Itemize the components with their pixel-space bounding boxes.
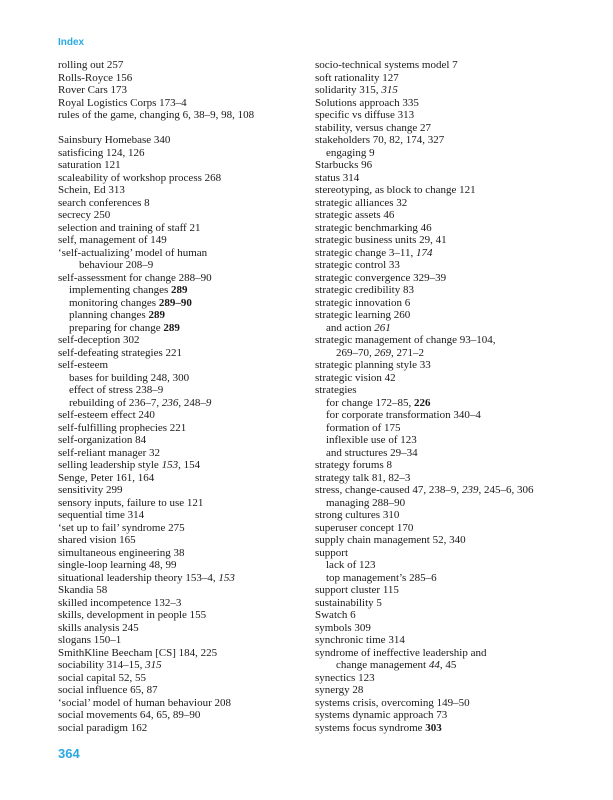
index-entry: satisficing 124, 126 — [58, 146, 145, 159]
index-entry: strategic credibility 83 — [315, 284, 414, 296]
index-entry: strategic change 3–11, 174 — [315, 246, 433, 259]
index-subentry: preparing for change 289 — [69, 321, 180, 334]
index-entry: synectics 123 — [315, 671, 375, 684]
index-entry: social movements 64, 65, 89–90 — [58, 709, 201, 722]
index-entry: socio-technical systems model 7 — [315, 59, 458, 71]
index-entry: systems dynamic approach 73 — [315, 709, 448, 721]
index-entry: selling leadership style 153, 154 — [58, 459, 201, 472]
index-entry-continuation: change management 44, 45 — [336, 659, 457, 671]
index-entry: sociability 314–15, 315 — [58, 659, 162, 672]
index-subentry: lack of 123 — [326, 559, 376, 571]
index-entry: strategic benchmarking 46 — [315, 221, 432, 234]
index-entry: Royal Logistics Corps 173–4 — [58, 96, 187, 109]
index-entry: self-defeating strategies 221 — [58, 346, 183, 359]
index-entry: single-loop learning 48, 99 — [58, 559, 177, 572]
index-entry: soft rationality 127 — [315, 71, 399, 84]
index-entry: Sainsbury Homebase 340 — [58, 134, 171, 147]
index-entry: systems crisis, overcoming 149–50 — [315, 696, 470, 709]
index-entry: shared vision 165 — [58, 534, 136, 547]
index-entry: self-fulfilling prophecies 221 — [58, 421, 187, 434]
index-subentry: inflexible use of 123 — [326, 434, 417, 446]
index-entry: social paradigm 162 — [58, 721, 148, 734]
index-entry: Skandia 58 — [58, 584, 108, 597]
index-entry: social influence 65, 87 — [58, 684, 158, 697]
index-entry: symbols 309 — [315, 621, 371, 634]
index-entry: selection and training of staff 21 — [58, 221, 201, 234]
index-entry-continuation: behaviour 208–9 — [79, 259, 154, 272]
index-entry: social capital 52, 55 — [58, 671, 146, 684]
index-entry: skills analysis 245 — [58, 621, 139, 634]
index-entry: search conferences 8 — [58, 196, 150, 209]
index-column-left — [58, 59, 306, 734]
index-entry: strategic business units 29, 41 — [315, 234, 447, 246]
index-entry: Rover Cars 173 — [58, 84, 128, 96]
index-entry: supply chain management 52, 340 — [315, 534, 466, 546]
index-entry: ‘social’ model of human behaviour 208 — [58, 696, 231, 709]
index-entry: self-reliant manager 32 — [58, 446, 161, 459]
index-entry: self-esteem — [58, 359, 109, 372]
index-subentry: monitoring changes 289–90 — [69, 296, 192, 309]
index-entry: strategic planning style 33 — [315, 359, 431, 371]
index-entry: superuser concept 170 — [315, 521, 414, 534]
index-entry: strategic learning 260 — [315, 309, 411, 321]
index-entry: strategic vision 42 — [315, 371, 396, 384]
index-entry: skills, development in people 155 — [58, 609, 207, 622]
index-entry: sensory inputs, failure to use 121 — [58, 496, 204, 509]
index-entry: strategic management of change 93–104, — [315, 334, 496, 346]
index-entry: ‘self-actualizing’ model of human — [58, 246, 208, 259]
index-entry: self-deception 302 — [58, 334, 140, 347]
index-entry: support — [315, 546, 348, 559]
index-entry: strategic convergence 329–39 — [315, 271, 447, 284]
index-entry: ‘set up to fail’ syndrome 275 — [58, 521, 185, 534]
index-subentry: for change 172–85, 226 — [326, 396, 431, 409]
index-entry: Starbucks 96 — [315, 159, 373, 171]
index-entry: self, management of 149 — [58, 234, 167, 247]
index-subentry: bases for building 248, 300 — [69, 371, 190, 384]
index-entry: systems focus syndrome 303 — [315, 721, 442, 734]
index-entry: rules of the game, changing 6, 38–9, 98, 108 — [58, 109, 255, 121]
index-entry: Senge, Peter 161, 164 — [58, 471, 155, 484]
index-subentry: planning changes 289 — [69, 309, 165, 322]
index-entry: stereotyping, as block to change 121 — [315, 184, 476, 196]
index-entry: situational leadership theory 153–4, 153 — [58, 571, 235, 584]
index-subentry: effect of stress 238–9 — [69, 384, 164, 397]
index-subentry: formation of 175 — [326, 421, 401, 434]
index-subentry: and structures 29–34 — [326, 446, 418, 459]
page-number: 364 — [58, 746, 80, 761]
index-entry: Rolls-Royce 156 — [58, 71, 133, 84]
index-entry: sensitivity 299 — [58, 484, 123, 497]
index-entry: strategic alliances 32 — [315, 196, 408, 209]
index-entry: synchronic time 314 — [315, 634, 405, 646]
index-subentry: implementing changes 289 — [69, 284, 188, 297]
index-subentry: top management’s 285–6 — [326, 571, 437, 584]
index-entry: Swatch 6 — [315, 609, 356, 621]
index-entry: support cluster 115 — [315, 584, 399, 596]
index-entry: specific vs diffuse 313 — [315, 109, 415, 121]
index-entry: sustainability 5 — [315, 596, 382, 609]
index-entry: rolling out 257 — [58, 59, 124, 71]
index-entry: slogans 150–1 — [58, 634, 122, 647]
index-entry: Schein, Ed 313 — [58, 184, 125, 197]
index-entry: strategies — [315, 384, 357, 396]
index-entry: skilled incompetence 132–3 — [58, 596, 182, 609]
index-entry: SmithKline Beecham [CS] 184, 225 — [58, 646, 218, 659]
index-entry: self-esteem effect 240 — [58, 409, 155, 422]
index-entry: strategic innovation 6 — [315, 296, 411, 309]
index-subentry: rebuilding of 236–7, 236, 248–9 — [69, 396, 212, 409]
index-subentry: engaging 9 — [326, 146, 375, 159]
index-entry: simultaneous engineering 38 — [58, 546, 185, 559]
index-entry: strategic assets 46 — [315, 209, 395, 221]
index-entry: strategic control 33 — [315, 259, 400, 271]
index-entry: self-assessment for change 288–90 — [58, 271, 212, 284]
index-column-right — [315, 59, 575, 734]
index-subentry: for corporate transformation 340–4 — [326, 409, 481, 421]
index-entry: solidarity 315, 315 — [315, 84, 398, 96]
index-subentry: managing 288–90 — [326, 496, 406, 509]
index-entry: strategy talk 81, 82–3 — [315, 471, 411, 484]
index-entry: strategy forums 8 — [315, 459, 392, 471]
index-entry: status 314 — [315, 171, 360, 184]
index-entry: secrecy 250 — [58, 209, 111, 222]
index-entry: saturation 121 — [58, 159, 121, 172]
index-entry: stability, versus change 27 — [315, 121, 431, 134]
index-entry: stakeholders 70, 82, 174, 327 — [315, 134, 445, 146]
index-entry: strong cultures 310 — [315, 509, 400, 521]
index-entry: syndrome of ineffective leadership and — [315, 646, 487, 659]
index-subentry: and action 261 — [326, 321, 391, 334]
index-entry: scaleability of workshop process 268 — [58, 171, 222, 184]
index-entry: stress, change-caused 47, 238–9, 239, 245–6, 306 — [315, 484, 534, 496]
running-header: Index — [58, 37, 85, 48]
index-entry: sequential time 314 — [58, 509, 145, 522]
index-entry-continuation: 269–70, 269, 271–2 — [336, 346, 424, 359]
index-entry: synergy 28 — [315, 684, 364, 696]
index-entry: self-organization 84 — [58, 434, 147, 447]
index-entry: Solutions approach 335 — [315, 96, 419, 109]
